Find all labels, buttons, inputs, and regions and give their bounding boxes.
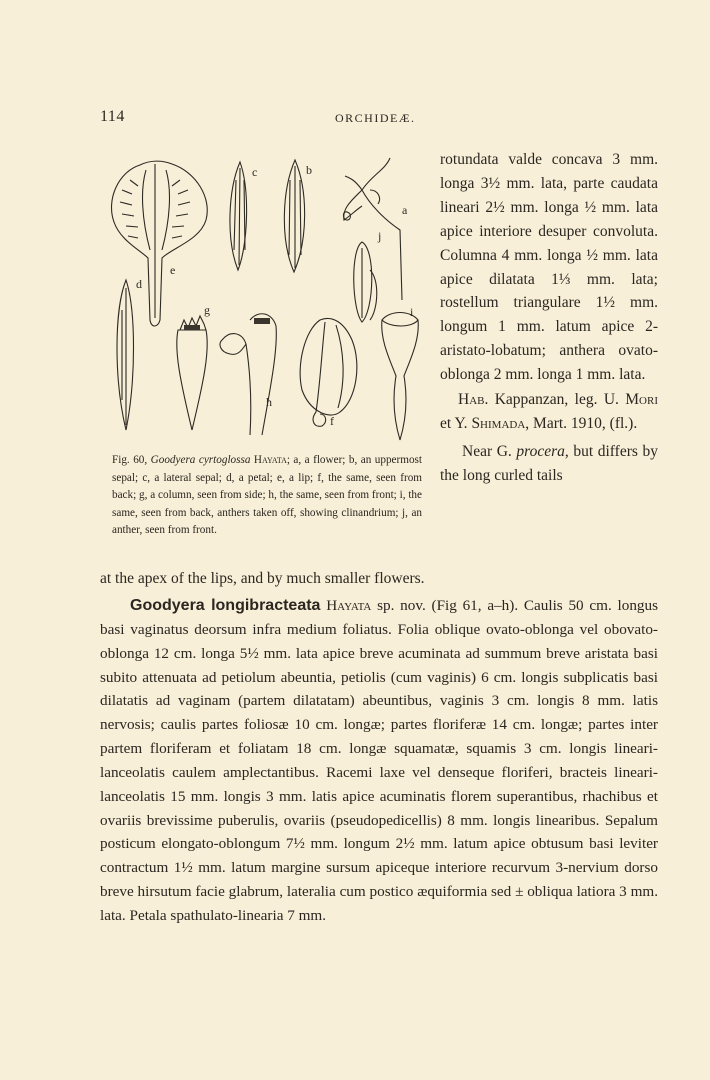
species-description bbox=[100, 594, 658, 928]
caption-text: ; a, a flower; b, an uppermost sepal; c, a lateral sepal; d, a petal; e, a lip; f, the same, seen from back; g, a column, seen from side; h, the same, seen from front; i, the same, seen from back, anthers taken off, showing clinandrium; j, an anther, seen from front. bbox=[112, 454, 422, 536]
hab-label: Hab. bbox=[458, 391, 489, 409]
page-number: 114 bbox=[100, 108, 125, 125]
habitat-paragraph bbox=[440, 388, 658, 436]
label-g: h bbox=[266, 395, 272, 409]
near-prefix: Near G. bbox=[462, 442, 517, 460]
caption-author: Hayata bbox=[253, 454, 287, 466]
figure-part-a-flower bbox=[343, 158, 402, 300]
figure-part-c-lateral-sepal bbox=[230, 162, 247, 270]
label-i: i bbox=[410, 305, 414, 319]
species-author: Hayata bbox=[326, 597, 372, 614]
figure-part-f-lip-back bbox=[300, 318, 357, 426]
figure-part-h-column-front bbox=[177, 316, 207, 430]
description-continued: rotundata valde concava 3 mm. longa 3½ mm. lata, parte caudata lineari 2½ mm. longa ½ mm. lata apice interiore desuper convoluta. Columna 4 mm. longa ½ mm. lata apice dilatata 1⅓ mm. lata; rostellum triangulare 1½ mm. longum 1 mm. latum apice 2-aristato-lobatum; anthera ovato-oblonga 2 mm. longa 1 mm. lata. bbox=[440, 151, 658, 384]
species-name: Goodyera longibracteata bbox=[130, 597, 321, 614]
continuation-line: at the apex of the lips, and by much smaller flowers. bbox=[100, 570, 425, 587]
label-e: e bbox=[170, 263, 176, 277]
caption-species: Goodyera cyrtoglossa bbox=[150, 454, 251, 466]
label-j: j bbox=[378, 229, 382, 243]
figure-part-i-column-back bbox=[382, 313, 419, 441]
hab-text-1: Kappanzan, leg. U. bbox=[488, 391, 626, 409]
label-h: g bbox=[204, 303, 210, 317]
botanical-figure bbox=[100, 150, 430, 445]
right-column-text bbox=[440, 148, 658, 488]
species-body: Caulis 50 cm. longus basi vaginatus deorsum infra medium foliatus. Folia oblique ovato-oblonga vel obovato-oblonga 12 cm. longa 5½ mm. lata apice breve acuminata ad summum breve aristata basi subito attenuata ad petiolum abeuntia, petiolis (cum vaginis) 6 cm. longis subplicatis basi dilatatis ad vaginam (partem dilatatam) abeuntibus, vaginis 3 cm. longis 8 mm. latis nervosis; caulis partes foliosæ 10 cm. longæ; partes floriferæ 14 cm. longæ; partes inter partem floriferam et foliatam 18 cm. longæ squamatæ, squamis 3 cm. longis lineari-lanceolatis caulem amplectantibus. Racemi laxe vel denseque floriferi, bracteis lineari-lanceolatis 15 mm. longis 3 mm. latis apice acuminatis florem superantibus, rhachibus et ovariis brevissime puberulis, ovariis (pseudopedicellis) 8 mm. longis linearibus. Sepalum posticum elongato-oblongum 7½ mm. longum 2½ mm. latum apice obtusum basi leviter contractum 1½ mm. latum margine sursum apiceque interiore recurvum 3-nervium dorso breve hirsutum facie glabrum, lateralia cum postico æquiformia sed ± obliqua latiora 3 mm. lata. Petala spathulato-linearia 7 mm. bbox=[100, 597, 659, 924]
figure-part-g-column-side bbox=[220, 314, 276, 435]
near-species: procera bbox=[516, 442, 565, 460]
figure-part-d-petal bbox=[117, 280, 134, 430]
figure-part-j-anther bbox=[354, 242, 377, 322]
hab-text-3: , Mart. 1910, (fl.). bbox=[525, 414, 638, 432]
figure-caption bbox=[112, 452, 422, 540]
figure-part-b-uppermost-sepal bbox=[284, 160, 304, 272]
near-suffix: , but differs by the long curled tails bbox=[440, 442, 659, 484]
running-title: ORCHIDEÆ. bbox=[335, 111, 416, 125]
label-a: a bbox=[402, 203, 408, 217]
label-f: f bbox=[330, 414, 334, 428]
label-c: c bbox=[252, 165, 258, 179]
species-status: sp. nov. (Fig 61, a–h). bbox=[371, 597, 519, 614]
label-b: b bbox=[306, 163, 312, 177]
collector-mori: Mori bbox=[625, 391, 658, 409]
comparison-paragraph bbox=[440, 440, 658, 488]
collector-shimada: Shimada bbox=[471, 414, 526, 432]
label-d: d bbox=[136, 277, 142, 291]
hab-text-2: et Y. bbox=[440, 414, 472, 432]
caption-fig-label: Fig. 60, bbox=[112, 454, 148, 466]
